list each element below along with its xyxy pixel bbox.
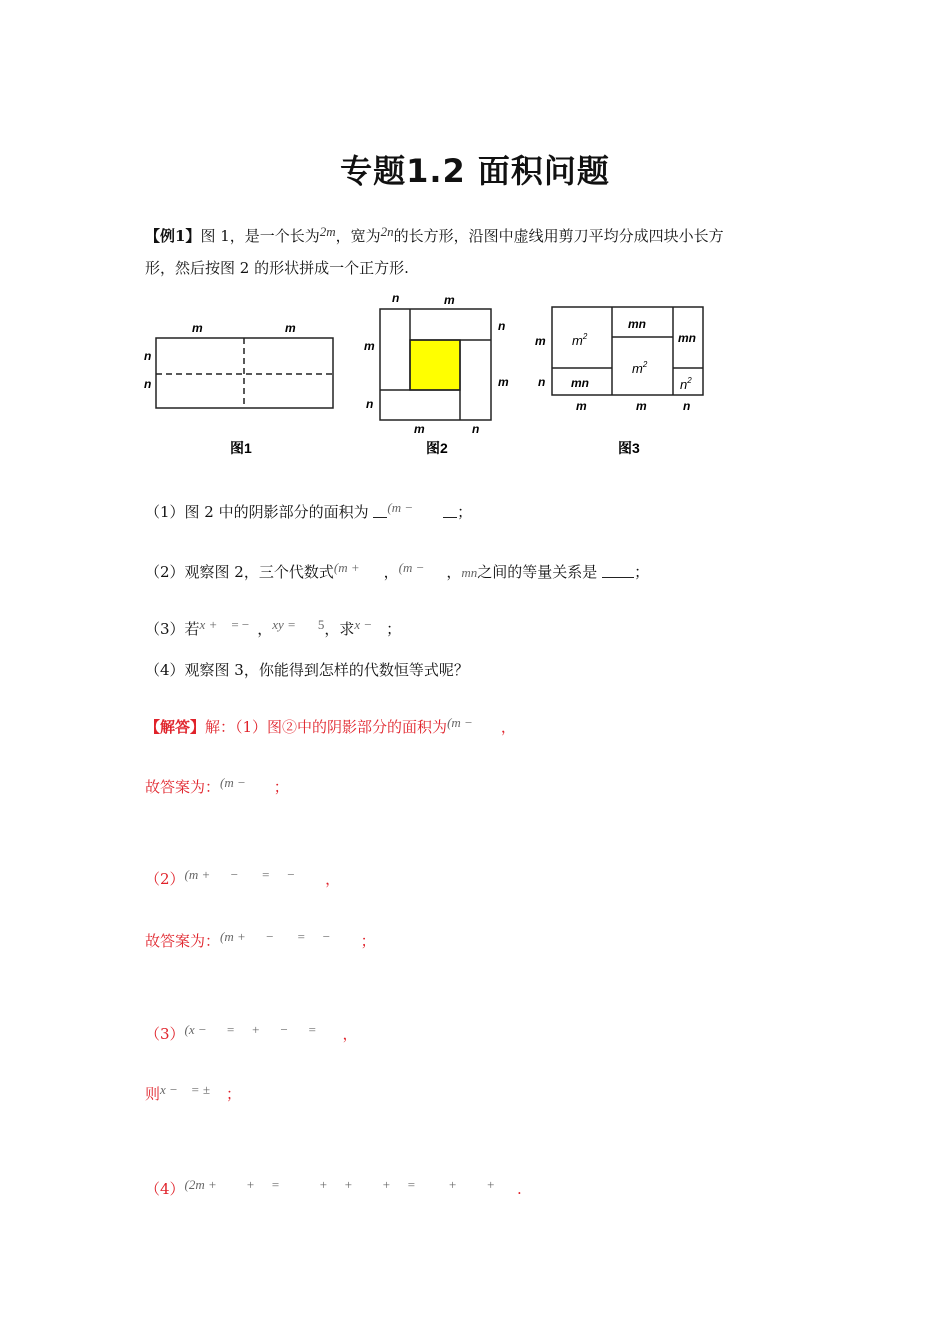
q1-text: （1）图 2 中的阴影部分的面积为 bbox=[145, 503, 369, 521]
q3-comma: ， bbox=[257, 620, 273, 638]
example-tag: 【例1】 bbox=[145, 227, 201, 245]
fig2-label-n-right: n bbox=[498, 319, 506, 333]
fig2-label-n-top: n bbox=[392, 291, 400, 305]
fig3-cell-mn-bottom: mn bbox=[571, 376, 589, 390]
q2-text: （2）观察图 2，三个代数式 bbox=[145, 563, 334, 581]
example-text-2: ，宽为 bbox=[335, 227, 381, 245]
math-2m: 2m bbox=[319, 224, 336, 239]
answer-1-result bbox=[145, 773, 289, 797]
fig3-label-n-left: n bbox=[538, 375, 546, 389]
fig3-cell-mn-right: mn bbox=[678, 331, 696, 345]
answer-1-math: (m − bbox=[447, 715, 473, 730]
answer-intro-text: 解：（1）图②中的阴影部分的面积为 bbox=[205, 718, 448, 736]
answer-tag: 【解答】 bbox=[145, 718, 206, 736]
answer-3b-end: ； bbox=[225, 1085, 241, 1103]
q3-math-1b: = − bbox=[231, 617, 250, 632]
example-text-1: 图 1，是一个长为 bbox=[200, 227, 320, 245]
answer-4-math: (2m + + = + + + = + + bbox=[184, 1177, 495, 1192]
q1-math: (m − bbox=[387, 500, 414, 515]
answer-1-end: ， bbox=[500, 718, 516, 736]
answer-4 bbox=[145, 1175, 522, 1199]
fig3-cell-m-squared: $m^2$ bbox=[572, 332, 588, 348]
question-2 bbox=[145, 558, 649, 583]
answer-2-end: ， bbox=[325, 870, 341, 888]
fig3-label-n-bottom: n bbox=[683, 399, 691, 413]
q2-comma-1: ， bbox=[383, 563, 399, 581]
q2-math-1: (m + bbox=[333, 560, 360, 575]
q2-blank bbox=[602, 563, 634, 578]
q3-text: （3）若 bbox=[145, 620, 200, 638]
fig2-label-n-bottom: n bbox=[472, 422, 480, 436]
answer-3b-math: x − = ± bbox=[160, 1082, 210, 1097]
fig2-label-m-top: m bbox=[444, 293, 455, 307]
answer-3-end: ， bbox=[342, 1025, 358, 1043]
fig3-cell-n-squared: $n^2$ bbox=[680, 376, 692, 392]
math-2n: 2n bbox=[380, 224, 394, 239]
q3-text-2: ，求 bbox=[324, 620, 355, 638]
q3-math-1: x + bbox=[199, 617, 218, 632]
answer-3-math: (x − = + − = bbox=[184, 1022, 317, 1037]
fig3-caption: 图3 bbox=[618, 440, 640, 456]
answer-4-label: （4） bbox=[145, 1180, 185, 1198]
q2-math-2: (m − bbox=[398, 560, 425, 575]
answer-2 bbox=[145, 865, 340, 889]
figure-2 bbox=[364, 291, 509, 456]
fig2-label-m-left: m bbox=[364, 339, 375, 353]
question-4: （4）观察图 3，你能得到怎样的代数恒等式呢？ bbox=[145, 661, 469, 679]
q2-text-2: 之间的等量关系是 bbox=[477, 563, 598, 581]
fig1-label-n-bottom: n bbox=[144, 377, 152, 391]
fig3-cell-m-squared-center: $m^2$ bbox=[632, 360, 648, 376]
q1-end: ； bbox=[457, 503, 473, 521]
question-3 bbox=[145, 615, 401, 639]
q3-math-2b: 5 bbox=[317, 617, 325, 632]
fig3-cell-mn-top: mn bbox=[628, 317, 646, 331]
fig3-label-m-bottom-2: m bbox=[636, 399, 647, 413]
answer-2-result bbox=[145, 927, 376, 951]
question-1 bbox=[145, 498, 472, 522]
figures-area bbox=[140, 288, 720, 463]
answer-2-result-end: ； bbox=[360, 932, 376, 950]
answer-4-end: . bbox=[516, 1180, 522, 1198]
answer-2-result-math: (m + − = − bbox=[220, 929, 331, 944]
q2-end: ； bbox=[634, 563, 650, 581]
figure-1 bbox=[144, 321, 333, 456]
q3-end: ； bbox=[386, 620, 402, 638]
answer-2-result-label: 故答案为： bbox=[145, 932, 221, 950]
q1-blank-right bbox=[443, 503, 457, 518]
fig3-label-m-bottom-1: m bbox=[576, 399, 587, 413]
fig2-label-m-bottom: m bbox=[414, 422, 425, 436]
fig1-label-m-left: m bbox=[192, 321, 203, 335]
answer-1-result-end: ； bbox=[273, 778, 289, 796]
answer-3b-label: 则 bbox=[145, 1085, 161, 1103]
fig2-label-m-right: m bbox=[498, 375, 509, 389]
answer-3 bbox=[145, 1020, 358, 1044]
q1-blank-left bbox=[373, 503, 387, 518]
fig2-shaded-square bbox=[410, 340, 460, 390]
answer-intro bbox=[145, 713, 516, 737]
fig3-label-m-left: m bbox=[535, 334, 546, 348]
answer-2-math: (m + − = − bbox=[184, 867, 296, 882]
example-line-2: 形，然后按图 2 的形状拼成一个正方形. bbox=[145, 259, 409, 277]
q3-math-3: x − bbox=[354, 617, 373, 632]
figure-3 bbox=[535, 307, 703, 456]
example-text-3: 的长方形，沿图中虚线用剪刀平均分成四块小长方 bbox=[393, 227, 724, 245]
q3-math-2: xy = bbox=[272, 617, 296, 632]
answer-3b bbox=[145, 1080, 241, 1104]
answer-3-label: （3） bbox=[145, 1025, 185, 1043]
answer-1-result-math: (m − bbox=[220, 775, 246, 790]
fig1-caption: 图1 bbox=[230, 440, 252, 456]
example-line-1 bbox=[145, 222, 724, 246]
fig1-label-m-right: m bbox=[285, 321, 296, 335]
answer-2-label: （2） bbox=[145, 870, 185, 888]
q2-comma-2: ， bbox=[446, 563, 462, 581]
fig1-label-n-top: n bbox=[144, 349, 152, 363]
fig2-caption: 图2 bbox=[426, 440, 448, 456]
page-title: 专题1.2 面积问题 bbox=[340, 152, 610, 190]
answer-1-label: 故答案为： bbox=[145, 778, 221, 796]
fig2-label-n-left: n bbox=[366, 397, 374, 411]
q2-math-3: mn bbox=[461, 565, 478, 580]
